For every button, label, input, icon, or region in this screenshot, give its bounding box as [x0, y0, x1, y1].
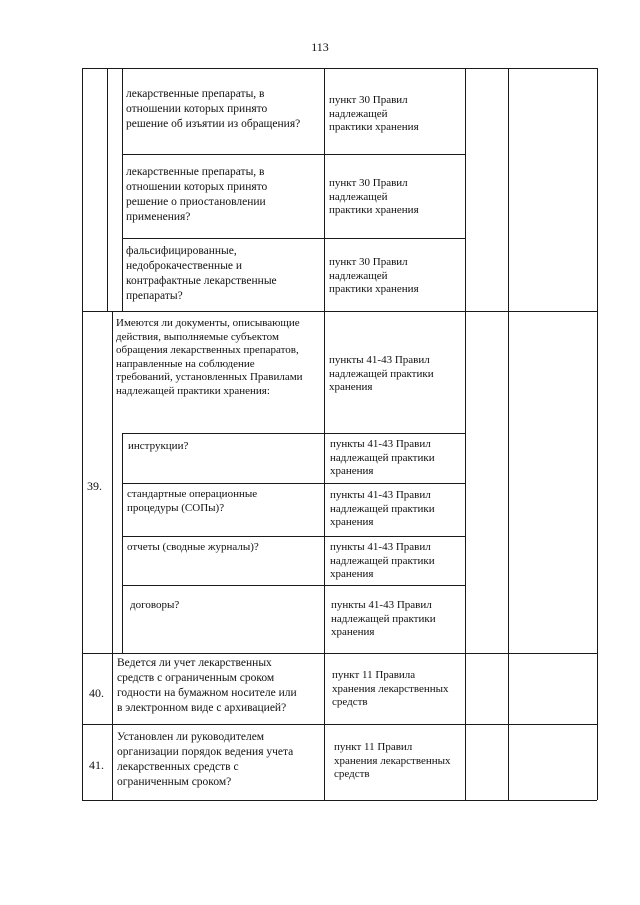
- table-line: [122, 536, 465, 537]
- row-number: 41.: [89, 758, 104, 772]
- reference-text: пункт 30 Правил надлежащей практики хранения: [329, 256, 419, 295]
- table-line: [324, 68, 325, 800]
- reference-text: пункт 11 Правила хранения лекарственных средств: [332, 669, 449, 708]
- question-text: лекарственные препараты, в отношении которых принято решение о приостановлении применения?: [126, 166, 268, 223]
- page-number: 113: [311, 40, 329, 54]
- table-line: [82, 724, 597, 725]
- reference-text: пункт 11 Правил хранения лекарственных средств: [334, 741, 451, 780]
- row-number: 39.: [87, 479, 102, 493]
- question-text: отчеты (сводные журналы)?: [127, 541, 259, 553]
- reference-text: пункты 41-43 Правил надлежащей практики хранения: [329, 354, 434, 393]
- reference-text: пункт 30 Правил надлежащей практики хранения: [329, 94, 419, 133]
- row-number: 40.: [89, 686, 104, 700]
- question-text: договоры?: [130, 599, 180, 611]
- table-line: [465, 68, 466, 800]
- table-line: [82, 311, 597, 312]
- question-text: фальсифицированные, недоброкачественные и контрафактные лекарственные препараты?: [126, 245, 277, 302]
- reference-text: пункты 41-43 Правил надлежащей практики хранения: [330, 438, 435, 477]
- table-line: [122, 238, 465, 239]
- question-text: Имеются ли документы, описывающие действия, выполняемые субъектом обращения лекарственных препаратов, направленные на соблюдение требований, установленных Правилами надлежащей практики хранения:: [116, 317, 303, 397]
- reference-text: пункты 41-43 Правил надлежащей практики хранения: [330, 489, 435, 528]
- table-line: [107, 68, 108, 311]
- table-line: [597, 68, 598, 800]
- table-line: [82, 68, 597, 69]
- question-text: Ведется ли учет лекарственных средств с ограниченным сроком годности на бумажном носителе или в электронном виде с архивацией?: [117, 657, 297, 714]
- table-line: [122, 585, 465, 586]
- table-line: [82, 653, 597, 654]
- table-line: [508, 68, 509, 800]
- table-line: [82, 68, 83, 800]
- reference-text: пункт 30 Правил надлежащей практики хранения: [329, 177, 419, 216]
- table-line: [122, 483, 465, 484]
- table-line: [122, 154, 465, 155]
- table-line: [122, 433, 465, 434]
- question-text: лекарственные препараты, в отношении которых принято решение об изъятии из обращения?: [126, 88, 301, 130]
- table-line: [82, 800, 597, 801]
- question-text: стандартные операционные процедуры (СОПы)?: [127, 488, 258, 514]
- table-line: [112, 311, 113, 800]
- question-text: Установлен ли руководителем организации порядок ведения учета лекарственных средств с ограниченным сроком?: [117, 731, 294, 788]
- reference-text: пункты 41-43 Правил надлежащей практики хранения: [331, 599, 436, 638]
- question-text: инструкции?: [128, 440, 189, 452]
- reference-text: пункты 41-43 Правил надлежащей практики хранения: [330, 541, 435, 580]
- table-line: [122, 68, 123, 311]
- table-line: [122, 433, 123, 653]
